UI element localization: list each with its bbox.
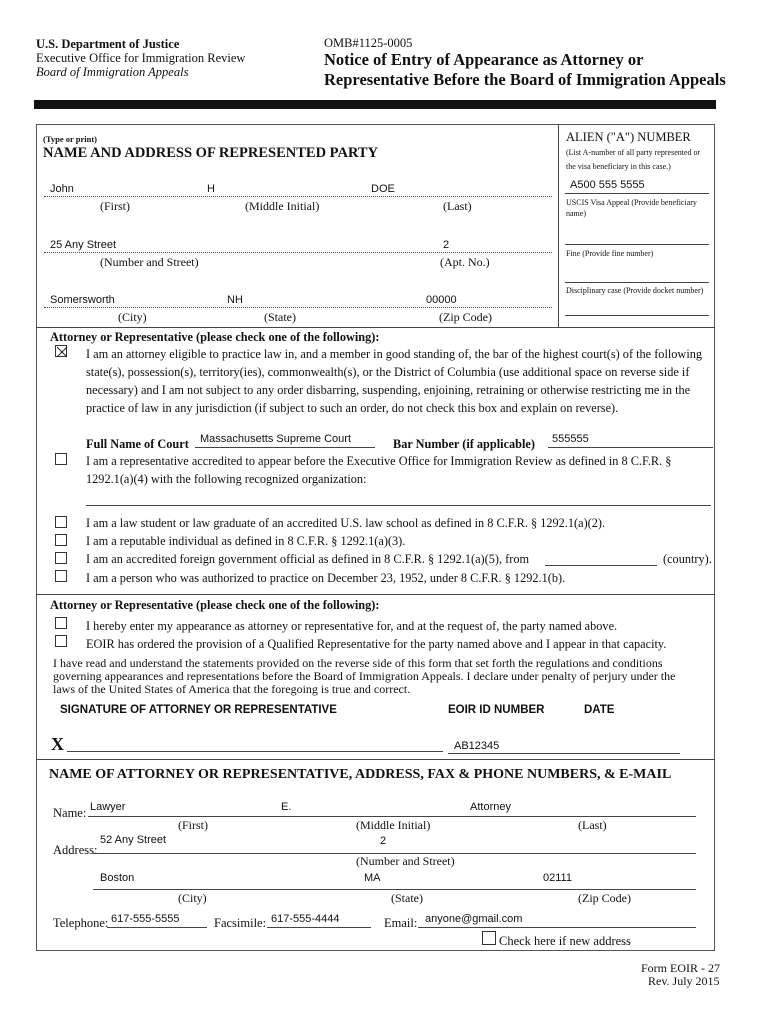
email-input[interactable]: anyone@gmail.com <box>425 913 523 925</box>
party-name-line <box>44 196 552 197</box>
telephone-input[interactable]: 617-555-5555 <box>111 913 180 925</box>
country-line[interactable] <box>545 565 657 566</box>
attorney-section-heading: Attorney or Representative (please check one of the following): <box>50 330 380 344</box>
party-city[interactable]: Somersworth <box>50 294 115 306</box>
attorney-checkbox[interactable] <box>55 345 67 357</box>
reputable-individual-option: I am a reputable individual as defined in 8 C.F.R. § 1292.1(a)(3). <box>86 534 406 548</box>
party-street[interactable]: 25 Any Street <box>50 239 117 251</box>
attorney-option-line3: necessary) and I am not subject to any order disbarring, suspending, enjoining, retraining or otherwise restricting me in the <box>86 383 691 397</box>
alien-note-line2: the visa beneficiary in this case.) <box>566 162 671 171</box>
accredited-rep-line2: 1292.1(a)(4) with the following recognized organization: <box>86 472 367 486</box>
eoir-id-input[interactable]: AB12345 <box>454 740 500 752</box>
declaration-line1: I have read and understand the statements provided on the reverse side of this form that set forth the regulations and conditions <box>53 656 663 670</box>
party-street-line <box>44 252 552 253</box>
party-first-name[interactable]: John <box>50 183 74 195</box>
party-city-line <box>44 307 552 308</box>
attorney-apt[interactable]: 2 <box>380 835 387 847</box>
attorney-zip[interactable]: 02111 <box>543 872 572 884</box>
qualified-rep-option: EOIR has ordered the provision of a Qualified Representative for the party named above and I appear in that capacity. <box>86 637 667 651</box>
country-label: (country). <box>663 552 712 566</box>
attorney-first-name[interactable]: Lawyer <box>90 801 126 813</box>
email-line <box>418 927 696 928</box>
attorney-state-label: (State) <box>391 891 423 905</box>
uscis-line[interactable] <box>565 244 709 245</box>
bar-number-input[interactable]: 555555 <box>552 433 589 445</box>
alien-note-line1: (List A-number of all party represented or <box>566 148 701 157</box>
attorney-middle-label: (Middle Initial) <box>356 818 431 832</box>
alien-number-line <box>565 193 709 194</box>
party-last-label: (Last) <box>443 199 472 213</box>
appearance-section-heading: Attorney or Representative (please check one of the following): <box>50 598 380 612</box>
new-address-checkbox[interactable] <box>482 931 496 945</box>
party-zip[interactable]: 00000 <box>426 294 457 306</box>
bar-number-line <box>548 447 713 448</box>
bar-number-label: Bar Number (if applicable) <box>393 437 535 451</box>
disciplinary-line[interactable] <box>565 315 709 316</box>
signature-x-mark: X <box>51 734 64 754</box>
party-state-label: (State) <box>264 310 296 324</box>
party-apt[interactable]: 2 <box>443 239 450 251</box>
type-or-print-note: (Type or print) <box>43 134 97 144</box>
accredited-rep-checkbox[interactable] <box>55 453 67 465</box>
organization-line[interactable] <box>86 505 711 506</box>
practice-1952-checkbox[interactable] <box>55 570 67 582</box>
eoir-id-label: EOIR ID NUMBER <box>448 704 545 716</box>
form-revision: Rev. July 2015 <box>648 974 720 988</box>
alien-column-divider <box>558 124 559 328</box>
name-label: Name: <box>53 806 87 820</box>
party-middle-label: (Middle Initial) <box>245 199 320 213</box>
alien-number-input[interactable]: A500 555 5555 <box>570 179 645 191</box>
form-title-line2: Representative Before the Board of Immigration Appeals <box>324 70 726 89</box>
practice-1952-option: I am a person who was authorized to practice on December 23, 1952, under 8 C.F.R. § 1292.1(b). <box>86 571 566 585</box>
declaration-line2: governing appearances and representations before the Board of Immigration Appeals. I declare under penalty of perjury under the <box>53 669 676 683</box>
law-student-option: I am a law student or law graduate of an accredited U.S. law school as defined in 8 C.F.R. § 1292.1(a)(2). <box>86 516 606 530</box>
signature-line[interactable] <box>67 751 443 752</box>
court-name-input[interactable]: Massachusetts Supreme Court <box>200 433 352 445</box>
attorney-city-line <box>93 889 696 890</box>
omb-number: OMB#1125-0005 <box>324 36 413 50</box>
board-name: Board of Immigration Appeals <box>36 65 189 79</box>
address-label: Address: <box>53 843 98 857</box>
attorney-middle-initial[interactable]: E. <box>281 801 292 813</box>
eoir-id-line <box>448 753 680 754</box>
attorney-street-label: (Number and Street) <box>356 854 455 868</box>
court-label: Full Name of Court <box>86 437 189 451</box>
attorney-option-line4: practice of law in any jurisdiction (if subject to such an order, do not check this box and explain on reverse). <box>86 401 619 415</box>
declaration-line3: laws of the United States of America that the foregoing is true and correct. <box>53 682 411 696</box>
fine-label: Fine (Provide fine number) <box>566 249 654 258</box>
attorney-first-label: (First) <box>178 818 208 832</box>
alien-number-heading: ALIEN ("A") NUMBER <box>566 130 691 144</box>
attorney-last-name[interactable]: Attorney <box>470 801 511 813</box>
attorney-name-line <box>88 816 696 817</box>
facsimile-input[interactable]: 617-555-4444 <box>271 913 340 925</box>
party-first-label: (First) <box>100 199 130 213</box>
attorney-state[interactable]: MA <box>364 872 381 884</box>
signature-label: SIGNATURE OF ATTORNEY OR REPRESENTATIVE <box>60 704 337 716</box>
check-x-icon <box>56 346 68 358</box>
attorney-section-rule <box>36 594 715 595</box>
attorney-city[interactable]: Boston <box>100 872 135 884</box>
party-street-label: (Number and Street) <box>100 255 199 269</box>
party-middle-initial[interactable]: H <box>207 183 215 195</box>
office-name: Executive Office for Immigration Review <box>36 51 246 65</box>
enter-appearance-checkbox[interactable] <box>55 617 67 629</box>
email-label: Email: <box>384 916 418 930</box>
new-address-label: Check here if new address <box>499 934 631 948</box>
department-name: U.S. Department of Justice <box>36 37 180 51</box>
attorney-zip-label: (Zip Code) <box>578 891 631 905</box>
attorney-option-line1: I am an attorney eligible to practice law in, and a member in good standing of, the bar of the highest court(s) of the following <box>86 347 703 361</box>
qualified-rep-checkbox[interactable] <box>55 635 67 647</box>
reputable-individual-checkbox[interactable] <box>55 534 67 546</box>
form-number: Form EOIR - 27 <box>641 961 720 975</box>
facsimile-label: Facsimile: <box>214 916 267 930</box>
represented-party-heading: NAME AND ADDRESS OF REPRESENTED PARTY <box>43 145 379 161</box>
attorney-street[interactable]: 52 Any Street <box>100 834 167 846</box>
attorney-city-label: (City) <box>178 891 207 905</box>
telephone-label: Telephone: <box>53 916 109 930</box>
attorney-last-label: (Last) <box>578 818 607 832</box>
uscis-note-line1: USCIS Visa Appeal (Provide beneficiary <box>566 198 697 207</box>
party-apt-label: (Apt. No.) <box>440 255 490 269</box>
attorney-option-line2: state(s), possession(s), territory(ies), commonwealth(s), or the District of Columbia (use additional space on reverse side if <box>86 365 690 379</box>
party-section-rule <box>36 327 715 328</box>
signature-section-rule <box>36 759 715 760</box>
header-rule <box>34 100 716 109</box>
accredited-rep-line1: I am a representative accredited to appear before the Executive Office for Immigration Review as defined in 8 C.F.R. § <box>86 454 672 468</box>
contact-heading: NAME OF ATTORNEY OR REPRESENTATIVE, ADDRESS, FAX & PHONE NUMBERS, & E-MAIL <box>49 767 672 782</box>
law-student-checkbox[interactable] <box>55 516 67 528</box>
court-name-line <box>195 447 375 448</box>
form-title-line1: Notice of Entry of Appearance as Attorney or <box>324 50 644 69</box>
telephone-line <box>107 927 207 928</box>
party-last-name[interactable]: DOE <box>371 183 395 195</box>
fine-line[interactable] <box>565 282 709 283</box>
facsimile-line <box>267 927 371 928</box>
disciplinary-label: Disciplinary case (Provide docket number) <box>566 286 704 295</box>
foreign-official-option: I am an accredited foreign government official as defined in 8 C.F.R. § 1292.1(a)(5), from <box>86 552 530 566</box>
uscis-note-line2: name) <box>566 209 586 218</box>
party-city-label: (City) <box>118 310 147 324</box>
party-zip-label: (Zip Code) <box>439 310 492 324</box>
foreign-official-checkbox[interactable] <box>55 552 67 564</box>
party-state[interactable]: NH <box>227 294 243 306</box>
enter-appearance-option: I hereby enter my appearance as attorney or representative for, and at the request of, the party named above. <box>86 619 618 633</box>
date-label: DATE <box>584 704 615 716</box>
